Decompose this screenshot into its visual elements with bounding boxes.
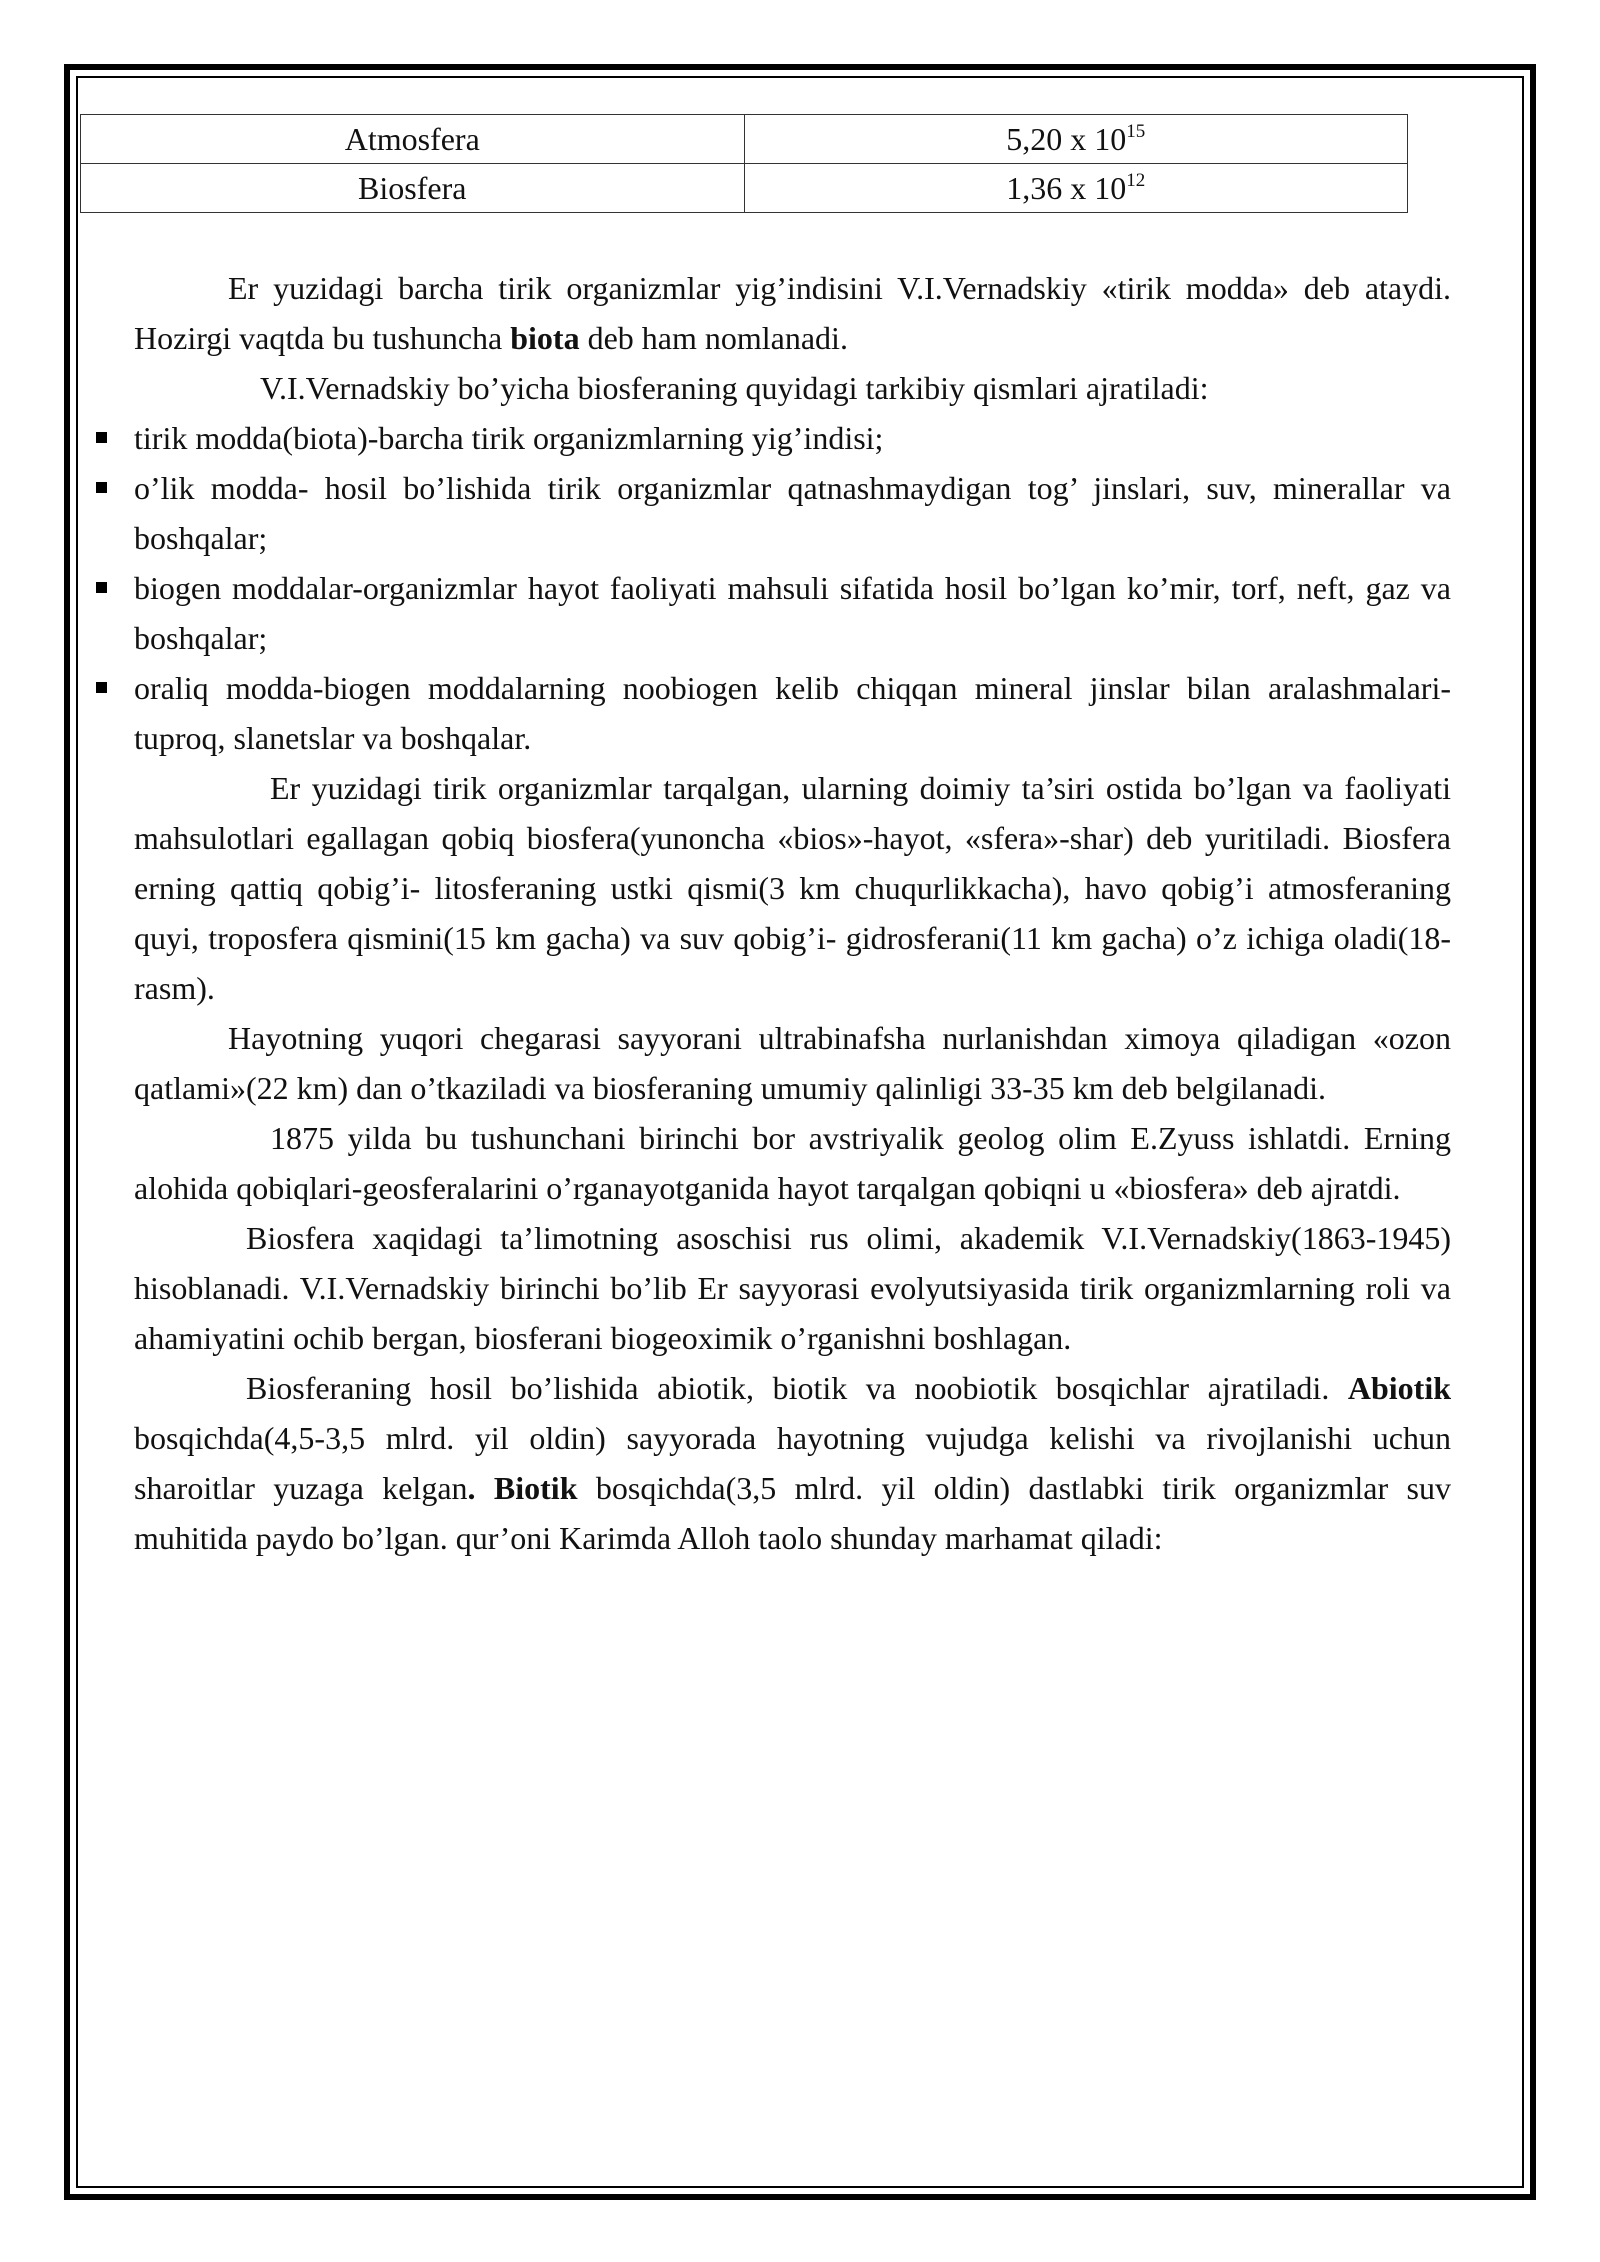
table-row xyxy=(81,164,1408,213)
value-mantissa: 1,36 x 10 xyxy=(1006,170,1127,206)
bullet-list xyxy=(134,413,1451,763)
square-bullet-icon xyxy=(96,432,107,443)
table-cell-value xyxy=(744,115,1408,164)
square-bullet-icon xyxy=(96,582,107,593)
paragraph-text: Biosferaning hosil bo’lishida abiotik, biotik va noobiotik bosqichlar ajratiladi. xyxy=(246,1370,1348,1406)
list-item-text: biogen moddalar-organizmlar hayot faoliyati mahsuli sifatida hosil bo’lgan ko’mir, torf, neft, gaz va boshqalar; xyxy=(134,570,1451,656)
text-body xyxy=(134,263,1451,1563)
table-cell-value xyxy=(744,164,1408,213)
paragraph-ozon-qatlami: Hayotning yuqori chegarasi sayyorani ultrabinafsha nurlanishdan ximoya qiladigan «ozon qatlami»(22 km) dan o’tkaziladi va biosferaning umumiy qalinligi 33-35 km deb belgilanadi. xyxy=(134,1020,1451,1106)
table-cell-name: Atmosfera xyxy=(81,115,745,164)
paragraph-bosqichlar xyxy=(134,1363,1451,1563)
list-item xyxy=(134,413,1451,463)
value-exponent: 12 xyxy=(1126,170,1146,191)
list-item-text: o’lik modda- hosil bo’lishida tirik organizmlar qatnashmaydigan tog’ jinslari, suv, minerallar va boshqalar; xyxy=(134,470,1451,556)
table-row xyxy=(81,115,1408,164)
table-cell-name: Biosfera xyxy=(81,164,745,213)
paragraph-text: bosqichda(3,5 mlrd. yil oldin) dastlabki tirik organizmlar suv muhitida paydo bo’lgan. qur’oni Karimda Alloh taolo shunday marhamat qiladi: xyxy=(134,1470,1452,1556)
list-item-text: oraliq modda-biogen moddalarning noobiogen kelib chiqqan mineral jinslar bilan aralashmalari-tuproq, slanetslar va boshqalar. xyxy=(134,670,1451,756)
list-item-text: tirik modda(biota)-barcha tirik organizmlarning yig’indisi; xyxy=(134,420,884,456)
paragraph-text: bosqichda(4,5-3,5 mlrd. yil oldin) sayyorada hayotning vujudga kelishi va rivojlanishi uchun sharoitlar yuzaga kelgan xyxy=(134,1420,1451,1506)
bold-term: biota xyxy=(510,320,580,356)
paragraph-biosfera-qobiq: Er yuzidagi tirik organizmlar tarqalgan, ularning doimiy ta’siri ostida bo’lgan va faoliyati mahsulotlari egallagan qobiq biosfera(yunoncha «bios»-hayot, «sfera»-shar) deb yuritiladi. Biosfera erning qattiq qobig’i- litosferaning ustki qismi(3 km chuqurlikkacha), havo qobig’i atmosferaning quyi, troposfera qismini(15 km gacha) va suv qobig’i- gidrosferani(11 km gacha) o’z ichiga oladi(18-rasm). xyxy=(134,770,1451,1006)
paragraph-tarkibiy-qismlar: V.I.Vernadskiy bo’yicha biosferaning quyidagi tarkibiy qismlari ajratiladi: xyxy=(260,370,1209,406)
bold-term: . Biotik xyxy=(467,1470,578,1506)
list-item xyxy=(134,463,1451,563)
paragraph-text: Er yuzidagi barcha tirik organizmlar yig’indisini V.I.Vernadskiy «tirik modda» deb ataydi. Hozirgi vaqtda bu tushuncha xyxy=(134,270,1451,356)
list-item xyxy=(134,563,1451,663)
square-bullet-icon xyxy=(96,682,107,693)
paragraph-zyuss: 1875 yilda bu tushunchani birinchi bor avstriyalik geolog olim E.Zyuss ishlatdi. Erning alohida qobiqlari-geosferalarini o’rganayotganida hayot tarqalgan qobiqni u «biosfera» deb ajratdi. xyxy=(134,1120,1451,1206)
paragraph-tirik-modda xyxy=(134,263,1451,363)
paragraph-vernadskiy: Biosfera xaqidagi ta’limotning asoschisi rus olimi, akademik V.I.Vernadskiy(1863-1945) hisoblanadi. V.I.Vernadskiy birinchi bo’lib Er sayyorasi evolyutsiyasida tirik organizmlarning roli va ahamiyatini ochib bergan, biosferani biogeoximik o’rganishni boshlagan. xyxy=(134,1220,1451,1356)
square-bullet-icon xyxy=(96,482,107,493)
paragraph-text: deb ham nomlanadi. xyxy=(579,320,848,356)
mass-table xyxy=(80,114,1408,213)
bold-term: Abiotik xyxy=(1347,1370,1451,1406)
value-exponent: 15 xyxy=(1126,121,1146,142)
document-body xyxy=(80,114,1452,1563)
list-item xyxy=(134,663,1451,763)
value-mantissa: 5,20 x 10 xyxy=(1006,121,1127,157)
